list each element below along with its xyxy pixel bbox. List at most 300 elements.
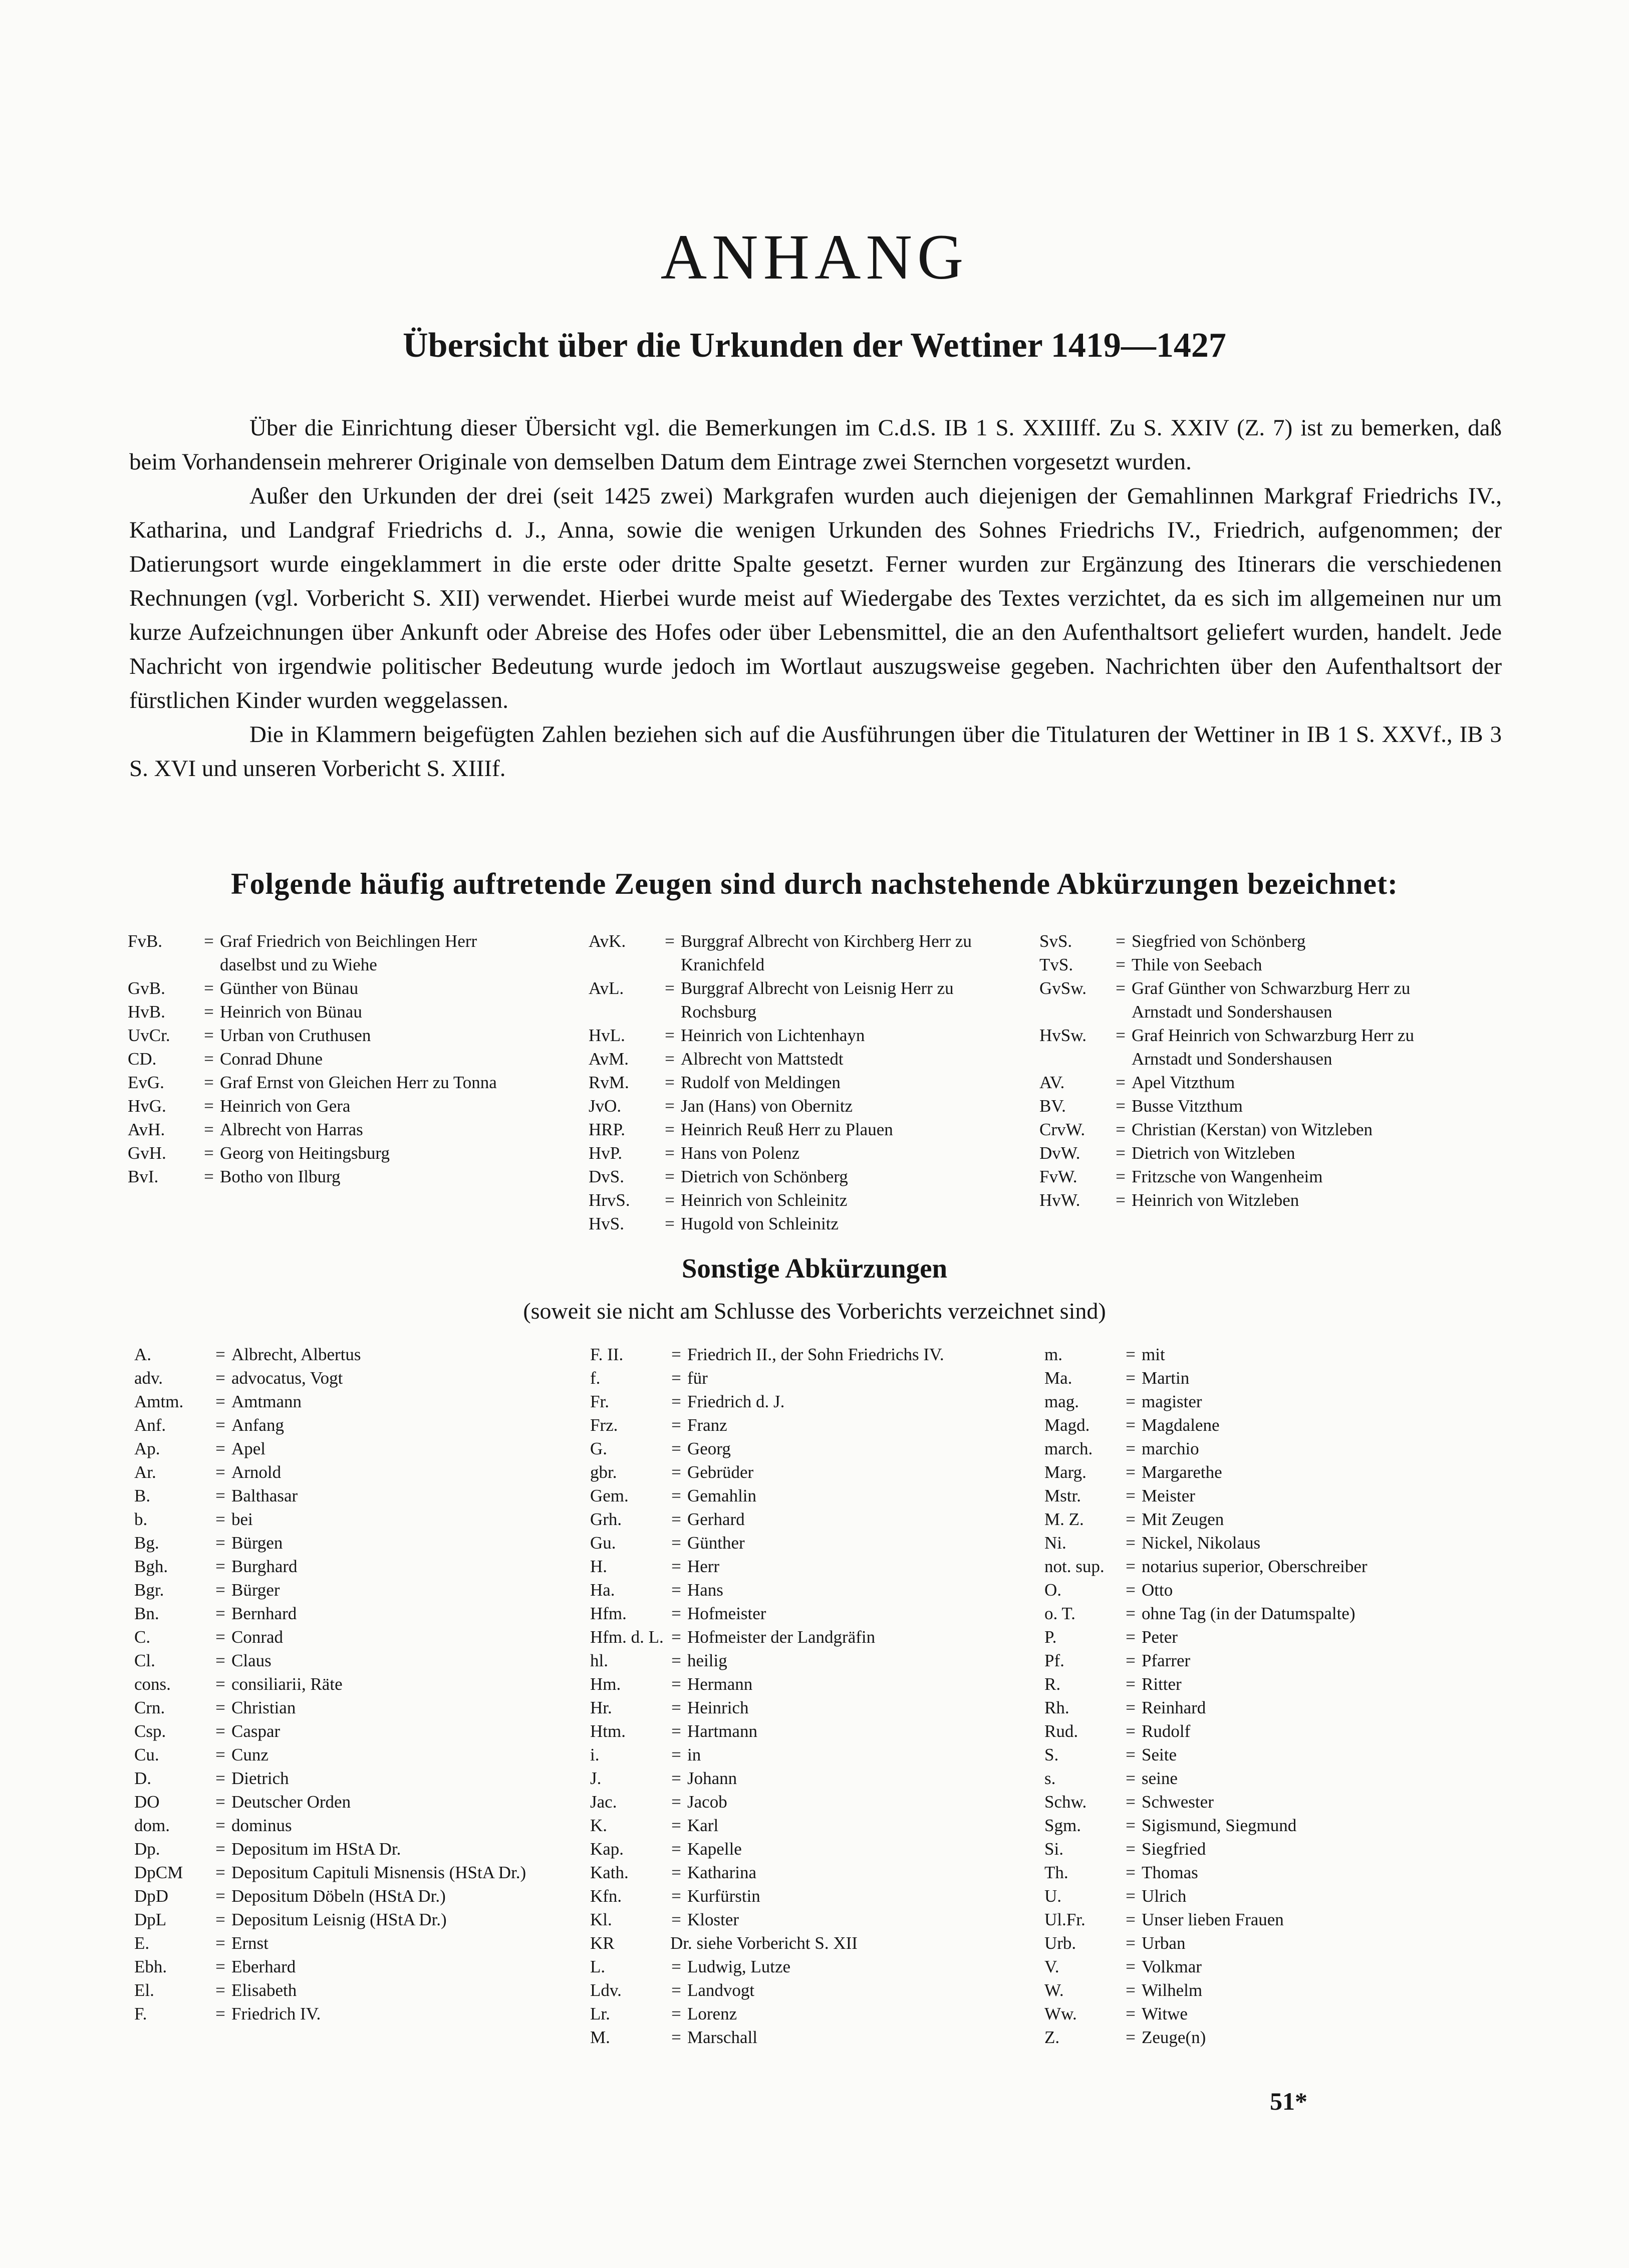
abbreviation: M. [590, 2028, 610, 2047]
page-title: ANHANG [660, 221, 969, 293]
equals-sign: = [1116, 955, 1126, 974]
expansion: Gebrüder [687, 1462, 754, 1482]
abbreviation: Crn. [134, 1698, 165, 1717]
witness-entry [589, 1165, 996, 1188]
equals-sign: = [204, 978, 214, 998]
abbreviation: CrvW. [1039, 1120, 1085, 1139]
abbreviation: GvB. [128, 978, 165, 998]
abbreviation: Bg. [134, 1533, 159, 1553]
abbreviation: Sgm. [1044, 1816, 1081, 1835]
equals-sign: = [671, 1745, 681, 1765]
sonstige-heading: Sonstige Abkürzungen [681, 1253, 948, 1284]
abbreviation: gbr. [590, 1462, 617, 1482]
equals-sign: = [215, 1392, 225, 1411]
abbreviation: HvS. [589, 1214, 624, 1233]
equals-sign: = [215, 1933, 225, 1953]
equals-sign: = [671, 1627, 681, 1647]
abbreviation: Ap. [134, 1439, 160, 1458]
abbreviation: Si. [1044, 1839, 1063, 1859]
abbreviation: FvW. [1039, 1167, 1077, 1186]
expansion: Lorenz [687, 2004, 737, 2024]
equals-sign: = [671, 1368, 681, 1388]
equals-sign: = [215, 1863, 225, 1882]
abbreviation: hl. [590, 1651, 608, 1670]
equals-sign: = [1126, 1792, 1136, 1812]
equals-sign: = [215, 1462, 225, 1482]
equals-sign: = [204, 1120, 214, 1139]
equals-sign: = [215, 1533, 225, 1553]
expansion: Unser lieben Frauen [1142, 1910, 1284, 1929]
abbreviation: adv. [134, 1368, 163, 1388]
abbreviation: Bgh. [134, 1557, 168, 1576]
expansion: Caspar [231, 1721, 281, 1741]
abbreviation: CD. [128, 1049, 157, 1069]
expansion: Kapelle [687, 1839, 742, 1859]
abbreviation-entry [1044, 1343, 1492, 1366]
equals-sign: = [1126, 2028, 1136, 2047]
witness-entry [1039, 953, 1447, 976]
abbreviation: Anf. [134, 1415, 166, 1435]
zeugen-column-2 [589, 929, 996, 1235]
abbreviation-entry [1044, 2026, 1492, 2049]
expansion: Burggraf Albrecht von Leisnig Herr zu Rochsburg [681, 978, 954, 1022]
abbreviation: DpCM [134, 1863, 183, 1882]
equals-sign: = [1126, 1863, 1136, 1882]
expansion: Ludwig, Lutze [687, 1957, 791, 1976]
expansion: Jan (Hans) von Obernitz [681, 1096, 853, 1116]
abbreviation: Amtm. [134, 1392, 184, 1411]
equals-sign: = [1126, 1721, 1136, 1741]
abbreviation: A. [134, 1345, 152, 1364]
abbreviation-entry [1044, 1672, 1492, 1696]
abbreviation: Th. [1044, 1863, 1068, 1882]
expansion: notarius superior, Oberschreiber [1142, 1557, 1368, 1576]
abbreviation: Lr. [590, 2004, 610, 2024]
equals-sign: = [671, 1769, 681, 1788]
equals-sign: = [204, 1026, 214, 1045]
abbreviation-entry [590, 1696, 1038, 1719]
equals-sign: = [215, 2004, 225, 2024]
abbreviation-entry [1044, 2002, 1492, 2026]
expansion: Ernst [231, 1933, 268, 1953]
expansion: Urban von Cruthusen [220, 1026, 371, 1045]
equals-sign: = [215, 1627, 225, 1647]
abbreviation: TvS. [1039, 955, 1073, 974]
abbreviation-entry [590, 1555, 1038, 1578]
abbreviation: UvCr. [128, 1026, 170, 1045]
equals-sign: = [1126, 1533, 1136, 1553]
equals-sign: = [1126, 1604, 1136, 1623]
expansion: Siegfried von Schönberg [1132, 931, 1306, 951]
expansion: Kurfürstin [687, 1886, 760, 1906]
equals-sign: = [215, 1769, 225, 1788]
abbreviation: Marg. [1044, 1462, 1087, 1482]
abbreviation: BvI. [128, 1167, 159, 1186]
equals-sign: = [671, 2028, 681, 2047]
equals-sign: = [671, 1415, 681, 1435]
abbreviation: GvSw. [1039, 978, 1087, 998]
abbreviation: Urb. [1044, 1933, 1076, 1953]
expansion: Nickel, Nikolaus [1142, 1533, 1261, 1553]
expansion: Depositum im HStA Dr. [231, 1839, 401, 1859]
equals-sign: = [204, 1143, 214, 1163]
equals-sign: = [1126, 1557, 1136, 1576]
abbreviation-entry [1044, 1719, 1492, 1743]
abbreviation: dom. [134, 1816, 170, 1835]
equals-sign: = [671, 1651, 681, 1670]
witness-entry [589, 1118, 996, 1141]
abbreviation-entry [134, 1672, 582, 1696]
abbreviation-entry [590, 1484, 1038, 1507]
witness-entry [1039, 1118, 1447, 1141]
abbreviation: R. [1044, 1674, 1061, 1694]
abbreviation: S. [1044, 1745, 1059, 1765]
abbreviation-entry [1044, 1649, 1492, 1672]
expansion: Depositum Capituli Misnensis (HStA Dr.) [231, 1863, 526, 1882]
expansion: Heinrich von Gera [220, 1096, 351, 1116]
equals-sign: = [671, 1439, 681, 1458]
equals-sign: = [204, 1073, 214, 1092]
abbreviation: O. [1044, 1580, 1062, 1600]
equals-sign: = [215, 1792, 225, 1812]
equals-sign: = [671, 1674, 681, 1694]
abbreviation-entry [134, 1931, 582, 1955]
abbreviation: K. [590, 1816, 608, 1835]
expansion: Depositum Döbeln (HStA Dr.) [231, 1886, 446, 1906]
equals-sign: = [665, 1167, 675, 1186]
expansion: Reinhard [1142, 1698, 1206, 1717]
equals-sign: = [1126, 1745, 1136, 1765]
abbreviation-entry [1044, 1743, 1492, 1767]
expansion: Graf Heinrich von Schwarzburg Herr zu Arnstadt und Sondershausen [1132, 1026, 1414, 1069]
expansion: mit [1142, 1345, 1165, 1364]
expansion: Heinrich von Schleinitz [681, 1190, 848, 1210]
abbreviation-entry [590, 1767, 1038, 1790]
abbreviation-entry [590, 1861, 1038, 1884]
abbreviation: Rh. [1044, 1698, 1069, 1717]
witness-entry [128, 1071, 535, 1094]
expansion: Burghard [231, 1557, 298, 1576]
abbreviation-entry [590, 1719, 1038, 1743]
abbreviation: HvSw. [1039, 1026, 1087, 1045]
equals-sign: = [665, 1073, 675, 1092]
abbreviation-entry [1044, 1413, 1492, 1437]
abbreviation-entry [590, 1931, 1038, 1955]
expansion: Heinrich von Lichtenhayn [681, 1026, 865, 1045]
abbreviation: DpL [134, 1910, 167, 1929]
equals-sign: = [1126, 1910, 1136, 1929]
abbreviation: Pf. [1044, 1651, 1064, 1670]
abbreviation-entry [134, 1814, 582, 1837]
abbreviation-entry [1044, 1602, 1492, 1625]
expansion: Urban [1142, 1933, 1186, 1953]
expansion: Hugold von Schleinitz [681, 1214, 839, 1233]
expansion: magister [1142, 1392, 1202, 1411]
equals-sign: = [215, 1886, 225, 1906]
expansion: Dietrich von Schönberg [681, 1167, 848, 1186]
abbreviation: GvH. [128, 1143, 166, 1163]
expansion: Volkmar [1142, 1957, 1202, 1976]
equals-sign: = [1116, 1026, 1126, 1045]
abbreviation-entry [590, 1884, 1038, 1908]
abbreviation: Ul.Fr. [1044, 1910, 1085, 1929]
abbreviation: HvG. [128, 1096, 166, 1116]
abbreviation-entry [590, 1978, 1038, 2002]
abbreviation-entry [134, 1790, 582, 1814]
equals-sign: = [204, 1167, 214, 1186]
abbreviation: Magd. [1044, 1415, 1090, 1435]
equals-sign: = [204, 931, 214, 951]
abbreviation: C. [134, 1627, 151, 1647]
equals-sign: = [1116, 978, 1126, 998]
equals-sign: = [1126, 1674, 1136, 1694]
abbreviation-entry [134, 1413, 582, 1437]
expansion: Magdalene [1142, 1415, 1220, 1435]
abbreviation-entry [134, 1507, 582, 1531]
abbreviation-entry [590, 1390, 1038, 1413]
abbreviation: EvG. [128, 1073, 164, 1092]
expansion: Burggraf Albrecht von Kirchberg Herr zu Kranichfeld [681, 931, 972, 974]
abbreviation-entry [590, 1837, 1038, 1861]
abbreviation: AvL. [589, 978, 624, 998]
equals-sign: = [215, 1674, 225, 1694]
equals-sign: = [215, 1745, 225, 1765]
expansion: Depositum Leisnig (HStA Dr.) [231, 1910, 447, 1929]
equals-sign: = [1116, 1190, 1126, 1210]
abbreviations-column-1 [134, 1343, 582, 2026]
abbreviation: Hm. [590, 1674, 621, 1694]
abbreviation-entry [1044, 1978, 1492, 2002]
witness-entry [589, 1141, 996, 1165]
witness-entry [128, 1024, 535, 1047]
witness-entry [589, 1212, 996, 1235]
witness-entry [1039, 976, 1447, 1024]
equals-sign: = [671, 1839, 681, 1859]
equals-sign: = [215, 1368, 225, 1388]
sonstige-subheading: (soweit sie nicht am Schlusse des Vorberichts verzeichnet sind) [523, 1298, 1106, 1324]
expansion: Thile von Seebach [1132, 955, 1262, 974]
expansion: in [687, 1745, 701, 1765]
abbreviation-entry [1044, 1366, 1492, 1390]
equals-sign: = [671, 1533, 681, 1553]
abbreviation: Ha. [590, 1580, 615, 1600]
abbreviation: not. sup. [1044, 1557, 1105, 1576]
abbreviation-entry [1044, 1861, 1492, 1884]
expansion: Kloster [687, 1910, 739, 1929]
zeugen-column-3 [1039, 929, 1447, 1212]
equals-sign: = [665, 1096, 675, 1116]
expansion: Johann [687, 1769, 737, 1788]
abbreviation: H. [590, 1557, 608, 1576]
abbreviation-entry [590, 1366, 1038, 1390]
abbreviation: Kath. [590, 1863, 629, 1882]
abbreviation-entry [1044, 1625, 1492, 1649]
equals-sign: = [1116, 1073, 1126, 1092]
abbreviation-entry [1044, 1790, 1492, 1814]
expansion: Margarethe [1142, 1462, 1222, 1482]
abbreviation: Ldv. [590, 1980, 622, 2000]
abbreviation: AvH. [128, 1120, 165, 1139]
equals-sign: = [1126, 1392, 1136, 1411]
expansion: Herr [687, 1557, 720, 1576]
abbreviation-entry [590, 1625, 1038, 1649]
expansion: Dietrich von Witzleben [1132, 1143, 1295, 1163]
expansion: Dietrich [231, 1769, 289, 1788]
abbreviation: Gem. [590, 1486, 629, 1505]
abbreviation-entry [1044, 1460, 1492, 1484]
abbreviation-entry [1044, 1555, 1492, 1578]
equals-sign: = [1126, 1839, 1136, 1859]
equals-sign: = [671, 1486, 681, 1505]
abbreviation: m. [1044, 1345, 1062, 1364]
abbreviation-entry [590, 1460, 1038, 1484]
abbreviation: Dp. [134, 1839, 160, 1859]
abbreviation: JvO. [589, 1096, 622, 1116]
abbreviation: Ni. [1044, 1533, 1066, 1553]
expansion: heilig [687, 1651, 727, 1670]
abbreviation: FvB. [128, 931, 163, 951]
equals-sign: = [665, 978, 675, 998]
equals-sign: = [215, 1839, 225, 1859]
abbreviation: AV. [1039, 1073, 1065, 1092]
abbreviation: HvW. [1039, 1190, 1080, 1210]
abbreviation: o. T. [1044, 1604, 1075, 1623]
equals-sign: = [215, 1604, 225, 1623]
abbreviation: Mstr. [1044, 1486, 1081, 1505]
witness-entry [128, 1118, 535, 1141]
abbreviation-entry [590, 1743, 1038, 1767]
expansion: Anfang [231, 1415, 284, 1435]
expansion: Graf Friedrich von Beichlingen Herr daselbst und zu Wiehe [220, 931, 477, 974]
abbreviation: Hr. [590, 1698, 612, 1717]
abbreviation-entry [134, 1719, 582, 1743]
abbreviation-entry [1044, 1696, 1492, 1719]
abbreviation-entry [134, 1484, 582, 1507]
equals-sign: = [204, 1049, 214, 1069]
abbreviation-entry [134, 1743, 582, 1767]
equals-sign: = [215, 1816, 225, 1835]
abbreviation: G. [590, 1439, 608, 1458]
page-number: 51* [1270, 2087, 1307, 2115]
equals-sign: = [1126, 1651, 1136, 1670]
abbreviation: U. [1044, 1886, 1062, 1906]
expansion: Cunz [231, 1745, 268, 1765]
intro-paragraph-1: Über die Einrichtung dieser Übersicht vgl. die Bemerkungen im C.d.S. IB 1 S. XXIIIff. Zu S. XXIV (Z. 7) ist zu bemerken, daß beim Vorhandensein mehrerer Originale von demselben Datum dem Eintrage zwei Sternchen vorgesetzt wurden. [129, 415, 1502, 475]
abbreviation-entry [590, 1790, 1038, 1814]
expansion: Elisabeth [231, 1980, 297, 2000]
abbreviation: i. [590, 1745, 600, 1765]
intro-text [129, 411, 1502, 786]
abbreviation-entry [590, 1908, 1038, 1931]
equals-sign: = [671, 1392, 681, 1411]
abbreviation: DvS. [589, 1167, 624, 1186]
witness-entry [128, 1141, 535, 1165]
expansion: Graf Günther von Schwarzburg Herr zu Arnstadt und Sondershausen [1132, 978, 1411, 1022]
equals-sign: = [1116, 1096, 1126, 1116]
abbreviation: BV. [1039, 1096, 1066, 1116]
abbreviation-entry [134, 1861, 582, 1884]
expansion: Ulrich [1142, 1886, 1187, 1906]
expansion: Rudolf von Meldingen [681, 1073, 841, 1092]
equals-sign: = [671, 1509, 681, 1529]
expansion: Katharina [687, 1863, 756, 1882]
expansion: Meister [1142, 1486, 1195, 1505]
abbreviation: HRP. [589, 1120, 625, 1139]
equals-sign: = [665, 1049, 675, 1069]
expansion: Hartmann [687, 1721, 757, 1741]
equals-sign: = [215, 1980, 225, 2000]
expansion: Karl [687, 1816, 719, 1835]
abbreviation: HvL. [589, 1026, 625, 1045]
equals-sign: = [665, 1143, 675, 1163]
equals-sign: = [671, 1792, 681, 1812]
abbreviation-entry [1044, 1507, 1492, 1531]
equals-sign: = [665, 1214, 675, 1233]
abbreviation-entry [134, 1908, 582, 1931]
expansion: Wilhelm [1142, 1980, 1203, 2000]
abbreviation-entry [134, 1555, 582, 1578]
equals-sign: = [204, 1002, 214, 1022]
abbreviations-column-3 [1044, 1343, 1492, 2049]
expansion: Georg [687, 1439, 731, 1458]
abbreviation-entry [134, 1460, 582, 1484]
abbreviation: M. Z. [1044, 1509, 1084, 1529]
abbreviation: Z. [1044, 2028, 1060, 2047]
equals-sign: = [671, 1345, 681, 1364]
expansion: Landvogt [687, 1980, 755, 2000]
abbreviation: Ww. [1044, 2004, 1077, 2024]
abbreviation: march. [1044, 1439, 1093, 1458]
equals-sign: = [665, 1026, 675, 1045]
abbreviation: Fr. [590, 1392, 609, 1411]
equals-sign: = [665, 931, 675, 951]
equals-sign: = [1126, 1486, 1136, 1505]
equals-sign: = [671, 1957, 681, 1976]
expansion: Friedrich II., der Sohn Friedrichs IV. [687, 1345, 944, 1364]
abbreviation: AvM. [589, 1049, 629, 1069]
witness-entry [1039, 1094, 1447, 1118]
expansion: Albrecht von Harras [220, 1120, 363, 1139]
equals-sign: = [665, 1190, 675, 1210]
equals-sign: = [1126, 1933, 1136, 1953]
abbreviation: Csp. [134, 1721, 166, 1741]
abbreviation-entry [1044, 1531, 1492, 1555]
abbreviation-entry [134, 1578, 582, 1602]
abbreviation-entry [1044, 1884, 1492, 1908]
witness-entry [589, 929, 996, 976]
abbreviation-entry [134, 1978, 582, 2002]
expansion: Martin [1142, 1368, 1190, 1388]
equals-sign: = [215, 1910, 225, 1929]
abbreviation: s. [1044, 1769, 1056, 1788]
expansion: Hofmeister [687, 1604, 766, 1623]
abbreviation: Hfm. [590, 1604, 627, 1623]
expansion: bei [231, 1509, 253, 1529]
equals-sign: = [1126, 1816, 1136, 1835]
expansion: Mit Zeugen [1142, 1509, 1224, 1529]
abbreviation-entry [1044, 1767, 1492, 1790]
expansion: Heinrich von Witzleben [1132, 1190, 1299, 1210]
zeugen-heading: Folgende häufig auftretende Zeugen sind durch nachstehende Abkürzungen bezeichnet: [231, 867, 1398, 900]
equals-sign: = [1126, 1580, 1136, 1600]
abbreviation-entry [134, 1884, 582, 1908]
abbreviation-entry [590, 1672, 1038, 1696]
expansion: Christian [231, 1698, 296, 1717]
expansion: Günther von Bünau [220, 978, 359, 998]
expansion: Schwester [1142, 1792, 1214, 1812]
abbreviation-entry [1044, 1955, 1492, 1978]
abbreviation: Kfn. [590, 1886, 622, 1906]
